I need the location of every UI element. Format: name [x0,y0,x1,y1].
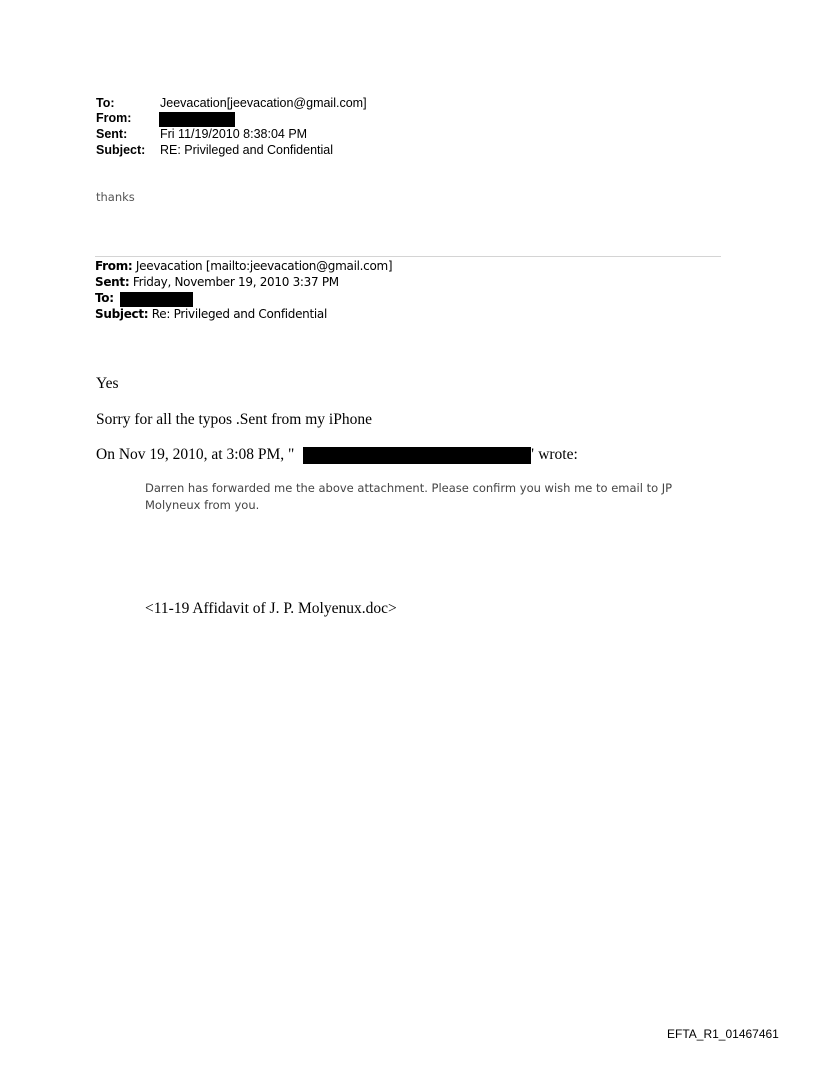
message-yes: Yes [96,375,119,392]
quoted-subject-line [95,307,327,321]
sent-value: Fri 11/19/2010 8:38:04 PM [160,127,308,141]
subject-value: RE: Privileged and Confidential [160,143,334,157]
to-value: Jeevacation[jeevacation@gmail.com] [160,96,367,110]
subject-label: Subject: [96,143,146,157]
quoted-subject-label: Subject: [95,307,149,321]
quoted-from-label: From: [95,259,133,273]
document-id: EFTA_R1_01467461 [667,1027,779,1041]
message-typos: Sorry for all the typos .Sent from my iPhone [96,411,372,428]
sent-label: Sent: [96,127,128,141]
quoted-from-value: Jeevacation [mailto:jeevacation@gmail.com] [132,259,393,273]
quoted-to-line [95,291,114,305]
attachment-name: <11-19 Affidavit of J. P. Molyenux.doc> [145,600,397,617]
redaction-block [159,112,235,127]
reply-body: thanks [96,190,135,204]
quoted-sent-value: Friday, November 19, 2010 3:37 PM [129,275,339,289]
divider [95,256,721,257]
on-line-prefix: On Nov 19, 2010, at 3:08 PM, " [96,446,295,463]
quoted-from-line [95,259,392,273]
from-label: From: [96,111,132,125]
on-line-suffix: " wrote: [528,446,578,463]
quoted-subject-value: Re: Privileged and Confidential [148,307,328,321]
redaction-block [303,447,531,464]
quoted-sent-label: Sent: [95,275,130,289]
redaction-block [120,292,193,307]
quoted-sent-line [95,275,339,289]
to-label: To: [96,96,115,110]
quoted-message: Darren has forwarded me the above attachment. Please confirm you wish me to email to JP Molyneux from you. [145,481,673,512]
quoted-to-label: To: [95,291,114,305]
